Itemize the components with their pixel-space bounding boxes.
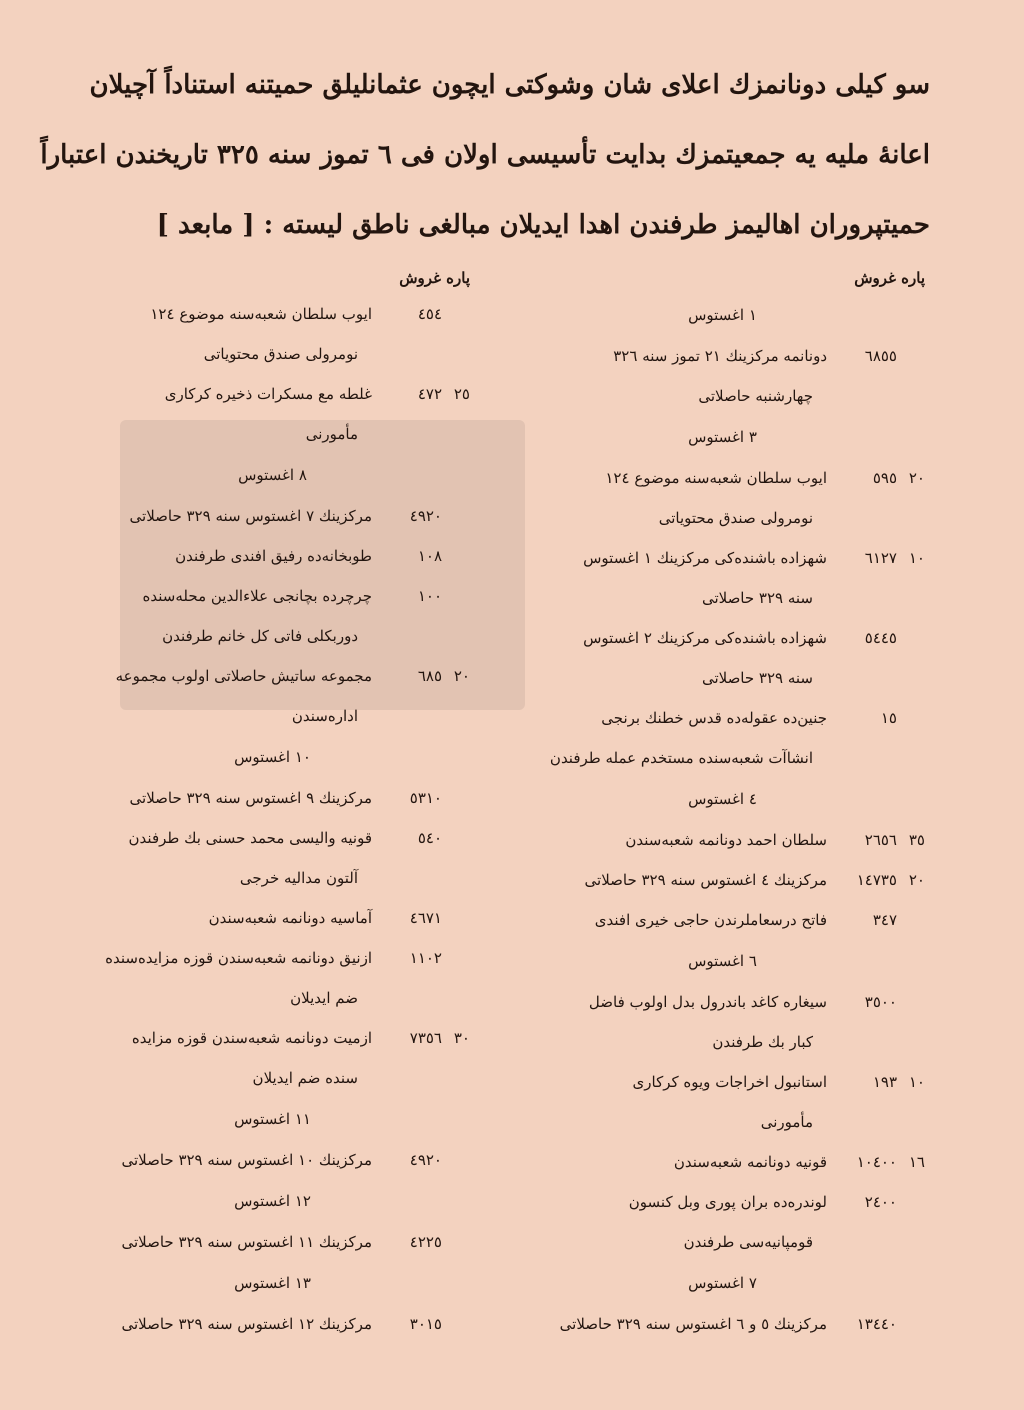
entry-description [75, 496, 380, 536]
kurus-amount: ١٠٨ [417, 547, 442, 565]
ledger-entry [520, 618, 925, 698]
para-value: ٢٥ [453, 385, 470, 403]
entry-description [520, 1142, 835, 1182]
entry-description [520, 538, 835, 618]
date-heading: ٣ اغستوس [688, 428, 757, 446]
description-continuation: دوربكلى فاتى كل خانم طرفندن [162, 627, 358, 645]
para-value: ١٦ [908, 1153, 925, 1171]
entry-description [520, 698, 835, 778]
entry-description [75, 656, 380, 736]
description-line: قونيه واليسى محمد حسنى بك طرفندن [128, 829, 372, 847]
kurus-amount: ١٤٧٣٥ [856, 871, 897, 889]
ledger-entry [520, 336, 925, 416]
description-line: جنين‌ده عقوله‌ده قدس خطنك برنجى [601, 709, 827, 727]
date-heading: ١٣ اغستوس [234, 1274, 311, 1292]
description-line: فاتح درسعاملرندن حاجى خيرى افندى [594, 911, 827, 929]
date-heading: ١٢ اغستوس [234, 1192, 311, 1210]
ledger-entry [520, 1062, 925, 1142]
description-line: آماسيه دونانمه شعبه‌سندن [208, 909, 372, 927]
kurus-amount: ١٩٣ [872, 1073, 897, 1091]
entry-description [75, 374, 380, 454]
kurus-amount: ٤٦٧١ [409, 909, 442, 927]
description-line: مجموعه ساتيش حاصلاتى اولوب مجموعه [115, 667, 372, 685]
description-line: مركزينك ١٠ اغستوس سنه ٣٢٩ حاصلاتى [121, 1151, 372, 1169]
description-continuation: نومرولى صندق محتوياتى [658, 509, 813, 527]
kurus-amount: ١٣٤٤٠ [856, 1315, 897, 1333]
description-line: چرچرده بچانجى علاءالدين محله‌سنده [142, 587, 372, 605]
kurus-amount: ١٥ [880, 709, 897, 727]
kurus-amount: ٥٩٥ [872, 469, 897, 487]
para-value: ٢٠ [453, 667, 470, 685]
ledger-entry [520, 860, 925, 900]
description-continuation: ضم ايديلان [290, 989, 358, 1007]
entry-description [75, 778, 380, 818]
description-continuation: سنده ضم ايديلان [252, 1069, 358, 1087]
entry-description [520, 860, 835, 900]
para-value: ٢٠ [908, 871, 925, 889]
entry-description [75, 818, 380, 898]
ledger-entry [75, 778, 470, 818]
page-header [40, 50, 930, 260]
description-continuation: قومپانيه‌سى طرفندن [683, 1233, 813, 1251]
description-line: لوندره‌ده بران پورى وبل كنسون [628, 1193, 827, 1211]
ledger-entry [520, 900, 925, 940]
description-line: مركزينك ٥ و ٦ اغستوس سنه ٣٢٩ حاصلاتى [559, 1315, 827, 1333]
entry-description [75, 938, 380, 1018]
kurus-amount: ٣٤٧ [872, 911, 897, 929]
description-continuation: آلتون مداليه خرجى [239, 869, 358, 887]
ledger-entry [75, 898, 470, 938]
kurus-amount: ٢٤٠٠ [864, 1193, 897, 1211]
ledger-entry [75, 1018, 470, 1098]
description-line: شهزاده باشنده‌كى مركزينك ١ اغستوس [583, 549, 827, 567]
description-continuation: مأمورنى [305, 425, 358, 443]
entry-description [75, 898, 380, 938]
date-heading: ٧ اغستوس [688, 1274, 757, 1292]
kurus-amount: ١٠٤٠٠ [856, 1153, 897, 1171]
description-continuation: نومرولى صندق محتوياتى [203, 345, 358, 363]
date-heading: ٦ اغستوس [688, 952, 757, 970]
description-line: ازنيق دونانمه شعبه‌سندن قوزه مزايده‌سنده [105, 949, 372, 967]
kurus-amount: ٧٣٥٦ [409, 1029, 442, 1047]
ledger-entry [75, 1140, 470, 1180]
para-value: ١٠ [908, 1073, 925, 1091]
description-line: مركزينك ١١ اغستوس سنه ٣٢٩ حاصلاتى [121, 1233, 372, 1251]
ledger-entry [75, 1304, 470, 1344]
entry-description [520, 1304, 835, 1344]
ledger-entry [75, 536, 470, 576]
description-line: طوبخانه‌ده رفيق افندى طرفندن [175, 547, 372, 565]
description-line: مركزينك ١٢ اغستوس سنه ٣٢٩ حاصلاتى [121, 1315, 372, 1333]
entry-description [520, 982, 835, 1062]
ledger-entry [520, 1182, 925, 1262]
date-heading: ٨ اغستوس [238, 466, 307, 484]
kurus-amount: ١٠٠ [417, 587, 442, 605]
ledger-entry [520, 820, 925, 860]
kurus-amount: ٤٧٢ [417, 385, 442, 403]
kurus-amount: ١١٠٢ [409, 949, 442, 967]
ledger-entry [75, 294, 470, 374]
description-continuation: انشاآت شعبه‌سنده مستخدم عمله طرفندن [549, 749, 813, 767]
entry-description [520, 900, 835, 940]
description-continuation: چهارشنبه حاصلاتى [698, 387, 813, 405]
left-column [75, 262, 470, 1344]
para-value: ١٠ [908, 549, 925, 567]
ledger-entry [520, 698, 925, 778]
kurus-amount: ٣٠١٥ [409, 1315, 442, 1333]
entry-description [520, 1062, 835, 1142]
description-continuation: كبار بك طرفندن [712, 1033, 813, 1051]
kurus-amount: ٥٣١٠ [409, 789, 442, 807]
description-line: سيغاره كاغد باندرول بدل اولوب فاضل [588, 993, 827, 1011]
ledger-entry [520, 538, 925, 618]
description-line: قونيه دونانمه شعبه‌سندن [673, 1153, 827, 1171]
ledger-entry [75, 374, 470, 454]
date-heading: ١ اغستوس [688, 306, 757, 324]
kurus-amount: ٤٥٤ [417, 305, 442, 323]
para-value: ٣٠ [453, 1029, 470, 1047]
entry-description [520, 336, 835, 416]
header-line: اعانهٔ مليه يه جمعيتمزك بدايت تأسيسى اولان فى ٦ تموز سنه ٣٢٥ تاريخندن اعتباراً [40, 140, 930, 170]
description-line: مركزينك ٧ اغستوس سنه ٣٢٩ حاصلاتى [129, 507, 372, 525]
description-line: ايوب سلطان شعبه‌سنه موضوع ١٢٤ [150, 305, 372, 323]
kurus-amount: ٥٤٠ [417, 829, 442, 847]
description-line: غلطه مع مسكرات ذخيره كركارى [164, 385, 372, 403]
description-line: مركزينك ٩ اغستوس سنه ٣٢٩ حاصلاتى [129, 789, 372, 807]
kurus-amount: ٤٢٢٥ [409, 1233, 442, 1251]
description-continuation: مأمورنى [760, 1113, 813, 1131]
date-heading: ٤ اغستوس [688, 790, 757, 808]
description-line: دونانمه مركزينك ٢١ تموز سنه ٣٢٦ [613, 347, 827, 365]
entry-description [75, 576, 380, 656]
kurus-amount: ٥٤٤٥ [864, 629, 897, 647]
ledger-entry [520, 1142, 925, 1182]
para-value: ٢٠ [908, 469, 925, 487]
kurus-amount: ٤٩٢٠ [409, 507, 442, 525]
right-column [520, 262, 925, 1344]
date-heading: ١٠ اغستوس [234, 748, 311, 766]
entry-description [75, 1140, 380, 1180]
description-continuation: سنه ٣٢٩ حاصلاتى [701, 669, 813, 687]
entry-description [75, 294, 380, 374]
description-line: ايوب سلطان شعبه‌سنه موضوع ١٢٤ [605, 469, 827, 487]
header-line: حميتپروران اهاليمز طرفندن اهدا ايديلان مبالغى ناطق ليسته : [ مابعد ] [156, 210, 930, 240]
ledger-entry [75, 656, 470, 736]
description-line: سلطان احمد دونانمه شعبه‌سندن [625, 831, 827, 849]
entry-description [520, 820, 835, 860]
description-continuation: سنه ٣٢٩ حاصلاتى [701, 589, 813, 607]
kurus-amount: ٢٦٥٦ [864, 831, 897, 849]
description-line: شهزاده باشنده‌كى مركزينك ٢ اغستوس [583, 629, 827, 647]
entry-description [75, 536, 380, 576]
ledger-entry [75, 496, 470, 536]
ledger-entry [75, 576, 470, 656]
description-line: مركزينك ٤ اغستوس سنه ٣٢٩ حاصلاتى [584, 871, 827, 889]
column-header: پاره غروش [854, 269, 925, 287]
entry-description [75, 1304, 380, 1344]
ledger-entry [75, 1222, 470, 1262]
kurus-amount: ٣٥٠٠ [864, 993, 897, 1011]
entry-description [520, 1182, 835, 1262]
entry-description [520, 458, 835, 538]
entry-description [75, 1018, 380, 1098]
description-continuation: اداره‌سندن [291, 707, 358, 725]
column-header: پاره غروش [399, 269, 470, 287]
ledger-entry [75, 818, 470, 898]
date-heading: ١١ اغستوس [234, 1110, 311, 1128]
entry-description [75, 1222, 380, 1262]
kurus-amount: ٦٨٥ [417, 667, 442, 685]
kurus-amount: ٤٩٢٠ [409, 1151, 442, 1169]
kurus-amount: ٦٨٥٥ [864, 347, 897, 365]
ledger-entry [520, 982, 925, 1062]
entry-description [520, 618, 835, 698]
description-line: ازميت دونانمه شعبه‌سندن قوزه مزايده‌ [131, 1029, 372, 1047]
ledger-entry [520, 1304, 925, 1344]
header-line: سو كيلى دونانمزك اعلاى شان وشوكتى ايچون عثمانليلق حميتنه استناداً آچيلان [89, 70, 930, 100]
ledger-entry [520, 458, 925, 538]
para-value: ٣٥ [908, 831, 925, 849]
ledger-entry [75, 938, 470, 1018]
kurus-amount: ٦١٢٧ [864, 549, 897, 567]
description-line: استانبول اخراجات ويوه كركارى [632, 1073, 827, 1091]
